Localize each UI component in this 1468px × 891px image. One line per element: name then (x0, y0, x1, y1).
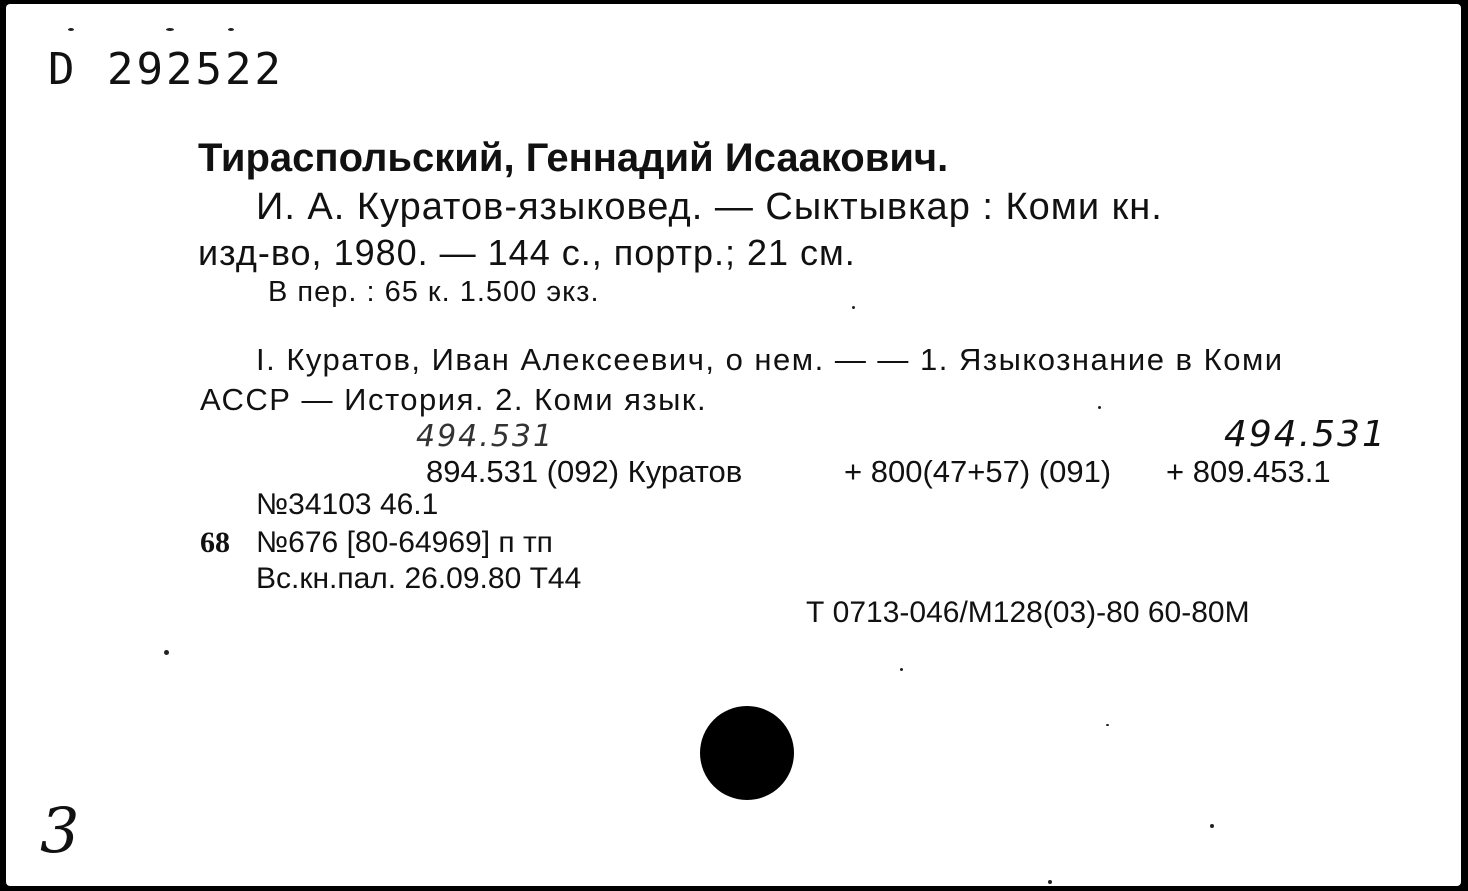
catalog-card (6, 4, 1461, 886)
publisher-code: Т 0713-046/М128(03)-80 60-80М (806, 596, 1250, 629)
speck-mark (900, 668, 903, 671)
card-id: D 292522 (48, 44, 284, 95)
subjects-line-1: I. Куратов, Иван Алексеевич, о нем. — — 1. Языкознание в Коми (256, 342, 1284, 377)
speck-mark (68, 28, 74, 31)
classification-part-1: 894.531 (092) Куратов (426, 454, 743, 489)
classification-part-2: + 800(47+57) (091) (844, 454, 1112, 489)
record-line-3: Вс.кн.пал. 26.09.80 Т44 (256, 562, 582, 595)
speck-mark (1106, 724, 1109, 726)
author-heading: Тираспольский, Геннадий Исаакович. (198, 136, 949, 180)
record-line-2: №676 [80-64969] п тп (256, 526, 553, 559)
speck-mark (1210, 824, 1214, 828)
index-number: 68 (200, 526, 230, 559)
speck-mark (228, 28, 234, 31)
punch-hole (700, 706, 794, 800)
classification-part-3: + 809.453.1 (1166, 454, 1331, 489)
record-line-1: №34103 46.1 (256, 488, 439, 521)
speck-mark (1048, 880, 1052, 884)
speck-mark (166, 28, 174, 31)
title-line-1: И. А. Куратов-языковед. — Сыктывкар : Коми кн. (256, 186, 1163, 228)
handwritten-class-right: 494.531 (1224, 414, 1387, 455)
handwritten-class-left: 494.531 (416, 419, 555, 454)
speck-mark (852, 306, 855, 309)
subjects-line-2: АССР — История. 2. Коми язык. (200, 382, 708, 417)
speck-mark (1098, 406, 1101, 409)
title-line-2: изд-во, 1980. — 144 с., портр.; 21 см. (198, 232, 856, 273)
speck-mark (164, 650, 169, 655)
sheet-number: 3 (40, 794, 80, 867)
price-line: В пер. : 65 к. 1.500 экз. (268, 276, 600, 308)
